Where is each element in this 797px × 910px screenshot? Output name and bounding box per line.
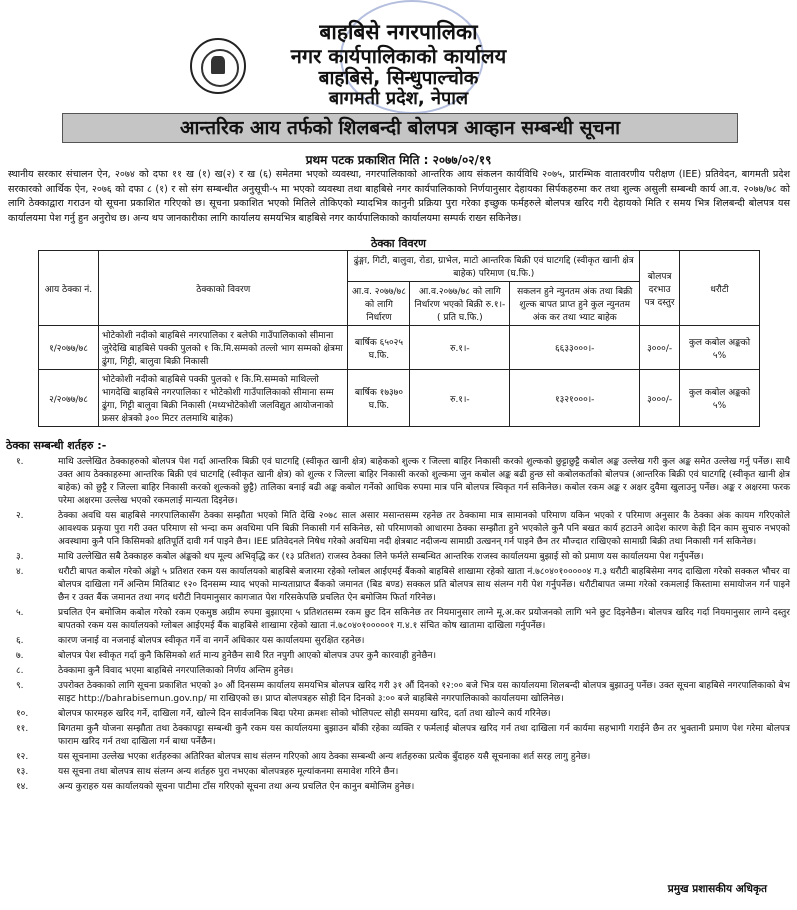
col-header-deposit: धरौटी	[680, 251, 760, 326]
condition-number: १.	[16, 457, 24, 467]
condition-number: २.	[16, 511, 24, 521]
condition-text: उपरोक्त ठेक्काको लागि सूचना प्रकाशित भएको ३० औं दिनसम्म कार्यालय समयभित्र बोलपत्र खरिद गरी ३१ औं दिनको १२:०० बजे भित्र यस कार्यालयमा शिलबन्दी बोलपत्र बुझाउनु पर्नेछ। उक्त सूचना बाहबिसे नगरपालिकाको बेभ साइट http://bahrabisemun.gov.np/ मा राखिएको छ। प्राप्त बोलपत्रहरु सोही दिन दिनको ३:०० बजे बाहबिसे नगरपालिकाको कार्यालयमा खोलिनेछ।	[58, 681, 790, 704]
condition-number: १४.	[16, 782, 29, 792]
col-header-total: सकलन हुने न्युनतम अंक तथा बिक्री शुल्क बापत प्राप्त हुने कुल न्युनतम अंक कर तथा भ्याट बाहेक	[510, 282, 640, 326]
table-row	[39, 326, 760, 370]
condition-text: ठेक्कामा कुनै विवाद भएमा बाहबिसे नगरपालिकाको निर्णय अन्तिम हुनेछ।	[58, 666, 294, 676]
condition-item	[6, 781, 790, 794]
condition-item	[6, 680, 790, 706]
condition-text: अन्य कुराहरु यस कार्यालयको सूचना पाटीमा टाँस गरिएको सूचना तथा अन्य प्रचलित ऐन कानुन बमोजिम हुनेछ।	[58, 782, 415, 792]
col-header-no: आय ठेक्का नं.	[39, 251, 99, 326]
cell-qty: बार्षिक ६५०२५ घ.फि.	[348, 326, 410, 370]
cell-no: २/२०७७/७८	[39, 370, 99, 427]
condition-number: १२.	[16, 752, 29, 762]
condition-number: ९.	[16, 681, 24, 691]
col-header-qty: आ.व. २०७७/७८ को लागि निर्धारण	[348, 282, 410, 326]
header-office: नगर कार्यपालिकाको कार्यालय	[290, 44, 507, 68]
condition-text: बोलपत्र फारमहरु खरिद गर्ने, दाखिला गर्ने, खोल्ने दिन सार्वजनिक बिदा परेमा क्रमशः सोको भोलिपल्ट सोही समयमा खरिद, दर्ता तथा खोल्ने कार्य गरिनेछ।	[58, 709, 551, 719]
condition-item	[6, 665, 790, 678]
condition-number: ३.	[16, 552, 24, 562]
condition-number: ७.	[16, 651, 24, 661]
condition-text: माथि उल्लेखित सबै ठेक्काहरु कबोल अंङ्कको थप मूल्य अभिवृद्धि कर (१३ प्रतिशत) राजस्व ठेक्का लिने फर्मले सम्बन्धित आन्तरिक राजस्व कार्यालयमा बुझाई सो को प्रमाण यस कार्यालयमा पेश गर्नुपर्नेछ।	[58, 552, 704, 562]
condition-number: ५.	[16, 608, 24, 618]
condition-item	[6, 766, 790, 779]
cell-fee: ३०००/-	[640, 326, 680, 370]
cell-total: ६६३३०००।-	[510, 326, 640, 370]
condition-text: ठेक्का अवधि यस बाहबिसे नगरपालिकासँग ठेक्का सम्झौता भएको मिति देखि २०७८ साल असार मसान्तसम्म रहनेछ तर ठेक्कामा मात्र सामानको परिमाण यकिन भएको र परिमाण अनुसार कै ठेक्का अंक कायम गरिएकोले आवश्यक प्रकृया पुरा गरी उक्त परिमाण सो भन्दा कम अवधिमा पनि बिक्री निकासी गर्न सकिनेछ, सो परिमाणको आधारमा ठेक्का सम्झौता हुने भएकोले कुनै पनि बखत कार्य हटाउने आदेश कारण केही दिन काम सुचारु नभएको अवस्थामा कुनै पनि किसिमको क्षतिपूर्ति दावी गर्न पाइने छैन। IEE प्रतिवेदनले निषेध गरेको अवधिमा नदी क्षेत्रबाट नदीजन्य सामाग्री उत्खनन् गर्न पाइने छैन तर मौज्दात राखिएको सामाग्री बिक्री तथा निकासी गर्न सकिनेछ।	[58, 511, 790, 547]
col-header-group: ढुंङ्गा, गिटी, बालुवा, रोडा, ग्राभेल, माटो आन्तरिक बिक्री एवं घाटगद्दि (स्वीकृत खानी क्षेत्र बाहेक) परिमाण (घ.फि.)	[348, 251, 640, 282]
cell-qty: बार्षिक १७३७० घ.फि.	[348, 370, 410, 427]
table-title: ठेक्का विवरण	[370, 237, 427, 250]
publication-date: प्रथम पटक प्रकाशित मिति : २०७७/०२/१९	[305, 153, 492, 167]
condition-text: यस सूचना तथा बोलपत्र साथ संलग्न अन्य शर्तहरु पुरा नभएका बोलपत्रहरु मूल्यांकनमा समावेश गरिने छैन।	[58, 767, 399, 777]
cell-rate: रु.१।-	[410, 370, 510, 427]
cell-total: १३२१०००।-	[510, 370, 640, 427]
condition-number: ४.	[16, 567, 24, 577]
col-header-fee: बोलपत्र दरभाउ पत्र दस्तुर	[640, 251, 680, 326]
header-municipality: बाहबिसे नगरपालिका	[319, 20, 478, 44]
condition-number: १०.	[16, 709, 29, 719]
col-header-rate: आ.व.२०७७/७८ को लागि निर्धारण भएको बिक्री रु.१।- ( प्रति घ.फि.)	[410, 282, 510, 326]
col-header-desc: ठेक्काको विवरण	[98, 251, 348, 326]
notice-title: आन्तरिक आय तर्फको शिलबन्दी बोलपत्र आव्हान सम्बन्धी सूचना	[62, 113, 738, 143]
cell-fee: ३०००/-	[640, 370, 680, 427]
condition-item	[6, 551, 790, 564]
table-row	[39, 370, 760, 427]
cell-rate: रु.१।-	[410, 326, 510, 370]
condition-number: ११.	[16, 724, 29, 734]
condition-item	[6, 456, 790, 508]
cell-desc: भोटेकोशी नदीको बाहबिसे नगरपालिका र बलेफी गाउँपालिकाको सीमाना जुरेदेखि बाहबिसे पक्की पुलको १ कि.मि.सम्मको तल्लो भाग सम्मको क्षेत्रमा ढुंगा, गिट्टी, बालुवा बिक्री निकासी	[98, 326, 348, 370]
condition-item	[6, 723, 790, 749]
condition-text: प्रचलित ऐन बमोजिम कबोल गरेको रकम एकमुष्ठ अग्रीम रुपमा बुझाएमा ५ प्रतिशतसम्म रकम छुट दिन सकिनेछ तर नियमानुसार लाग्ने मू.अ.कर प्रयोजनको लागि भने छुट दिइनेछैन। बोलपत्र खरिद गर्दा नियमानुसार लाग्ने दस्तुर बापतको रकम यस कार्यालयको ग्लोबल आईएमई बैंक बाहबिसे शाखामा रहेको खाता नं.७८०४०१०००००१ ग.४.१ संचित कोष खातामा दाखिला गर्नुपर्नेछ।	[58, 608, 790, 631]
cell-deposit: कुल कबोल अङ्कको ५%	[680, 370, 760, 427]
condition-number: ८.	[16, 666, 24, 676]
cell-desc: भोटेकोशी नदीको बाहबिसे पक्की पुलको १ कि.मि.सम्मको माथिल्लो भागदेखि बाहबिसे नगरपालिका र भोटेकोशी गाउँपालिकाको सीमाना सम्म ढुंगा, गिट्टी बालुवा बिक्री निकासी (मध्यभोटेकोशी जलविद्युत आयोजनाको फ्रसर क्षेत्रको ३०० मिटर तलमाथि बाहेक)	[98, 370, 348, 427]
conditions-title: ठेक्का सम्बन्धी शर्तहरु :-	[6, 439, 107, 452]
table-header-row	[39, 251, 760, 282]
cell-deposit: कुल कबोल अङ्कको ५%	[680, 326, 760, 370]
condition-item	[6, 635, 790, 648]
condition-text: बोलपत्र पेश स्वीकृत गर्दा कुनै किसिमको शर्त मान्य हुनेछैन साथै रित नपुगी आएको बोलपत्र उपर कुनै कारवाही हुनेछैन।	[58, 651, 437, 661]
condition-text: धरौटी बापत कबोल गरेको अंङ्को ५ प्रतिशत रकम यस कार्यालयको बाहबिसे बजारमा रहेको ग्लोबल आईएमई बैंकको बाहबिसे शाखामा रहेको खाता नं.७८०४०१०००००४ ग.३ धरौटी बाहबिसेमा नगद दाखिला गरेको सक्कल भौचर वा बोलपत्र दाखिला गर्ने अन्तिम मितिबाट १२० दिनसम्म म्याद भएको मान्यताप्राप्त बैंकको जमानत (बिड बण्ड) सक्कल प्रति बोलपत्र साथ संलग्न गरी पेश गर्नुपर्नेछ। धरौटीबापत जम्मा गरेको रकमलाई किस्तामा समायोजन गर्न पाइने छैन र उक्त बैंक जमानत तथा नगद धरौटी नियमानुसार कागजात पेश गरिसकेपछि प्रचलित ऐन बमोजिम फिर्ता गरिनेछ।	[58, 567, 790, 603]
cell-no: १/२०७७/७८	[39, 326, 99, 370]
intro-paragraph: स्थानीय सरकार संचालन ऐन, २०७४ को दफा ११ ख (१) ख(२) र ख (६) समेतमा भएको व्यवस्था, नगरपालिकाको आन्तरिक आय संकलन कार्यविधि २०७५, प्रारम्भिक वातावरणीय परीक्षण (IEE) प्रतिवेदन, बागमती प्रदेश सरकारको आर्थिक ऐन, २०७६ को दफा ८ (१) र सो संग सम्बन्धीत अनुसूची-५ मा भएको व्यवस्था तथा बाहबिसे नगर कार्यपालिकाको निर्णयानुसार देहायका सिर्पकहरुमा कर तथा शुल्क असुली सम्बन्धी कार्य आ.व. २०७७/७८ को लागि ठेक्काद्वारा गराउन यो सूचना प्रकाशित गरिएको छ। सूचना प्रकाशित भएको मितिले तोकिएको म्यादभित्र कानुनी प्रक्रिया पुरा गरेका इच्छुक फर्महरुले बोलपत्र खरिद गरी देहायको मिति र समय भित्र शिलबन्दी बोलपत्र यस कार्यालयमा पेश गर्नु हुन अनुरोध छ। अन्य थप जानकारीका लागि कार्यालय समयभित्र बाहबिसे नगर कार्यपालिकाको कार्यालयमा सम्पर्क राख्न सकिनेछ।	[8, 169, 790, 224]
condition-number: ६.	[16, 636, 24, 646]
condition-number: १३.	[16, 767, 29, 777]
condition-item	[6, 510, 790, 549]
condition-text: कारण जनाई वा नजनाई बोलपत्र स्वीकृत गर्ने वा नगर्ने अधिकार यस कार्यालयमा सुरक्षित रहनेछ।	[58, 636, 365, 646]
header-location: बाहबिसे, सिन्धुपाल्चोक	[318, 67, 479, 89]
condition-item	[6, 708, 790, 721]
condition-item	[6, 751, 790, 764]
condition-text: बिगतमा कुनै योजना सम्झौता तथा ठेक्कापट्टा सम्बन्धी कुनै रकम यस कार्यालयमा बुझाउन बाँकी रहेका व्यक्ति र फर्मलाई बोलपत्र खरिद गर्न तथा दाखिला गर्न कार्यमा सहभागी गराईने छैन तर भुक्तानी प्रमाण पेश गरेमा बोलपत्र फाराम खरिद गर्न तथा दाखिला गर्न बाधा पर्नेछैन।	[58, 724, 790, 747]
contract-table	[38, 250, 760, 427]
header-province: बागमती प्रदेश, नेपाल	[328, 88, 469, 109]
conditions-list	[6, 456, 790, 796]
condition-item	[6, 566, 790, 605]
signature-title: प्रमुख प्रशासकीय अधिकृत	[667, 883, 767, 895]
condition-item	[6, 650, 790, 663]
condition-item	[6, 607, 790, 633]
condition-text: माथि उल्लेखित ठेक्काहरुको बोलपत्र पेश गर्दा आन्तरिक बिक्री एवं घाटगद्दि (स्वीकृत खानी क्षेत्र) बाहेकको शुल्क र जिल्ला बाहिर निकासी करको शुल्कको छुट्टाछुट्टै कबोल अङ्क उल्लेख गरी कुल अङ्क समेत उल्लेख गर्नु पर्नेछ। साथै उक्त आय ठेक्काहरुमा आन्तरिक बिक्री एवं घाटगद्दि (स्वीकृत खानी क्षेत्र) को शुल्क र जिल्ला बाहिर निकासी करको शुल्कमा जुन कबोल अङ्क बढी हुन्छ सो कबोलकर्ताको बोलपत्र (आन्तरिक बिक्री एवं घाटगद्दि (स्वीकृत खानी क्षेत्र बाहेक) को छुट्टै र जिल्ला बाहिर निकासी करको शुल्कको छुट्टै) तालिका बनाई बढी अङ्क कबोल गर्नेको आधिक रुपमा मात्र पनि बोलपत्र स्विकृत गर्न सकिनेछ। कबोल रकम अङ्क र अक्षर दुवैमा खुलाउनु पर्नेछ। अङ्क र अक्षरमा फरक परेमा अक्षरमा उल्लेख भएको रकमलाई मान्यता दिइनेछ।	[58, 457, 790, 506]
condition-text: यस सूचनामा उल्लेख भएका शर्तहरुका अतिरिक्त बोलपत्र साथ संलग्न गरिएको आय ठेक्का सम्बन्धी अन्य शर्तहरुका प्रत्येक बुँदाहरु यसै सूचनाका शर्त सरह लागु हुनेछ।	[58, 752, 591, 762]
